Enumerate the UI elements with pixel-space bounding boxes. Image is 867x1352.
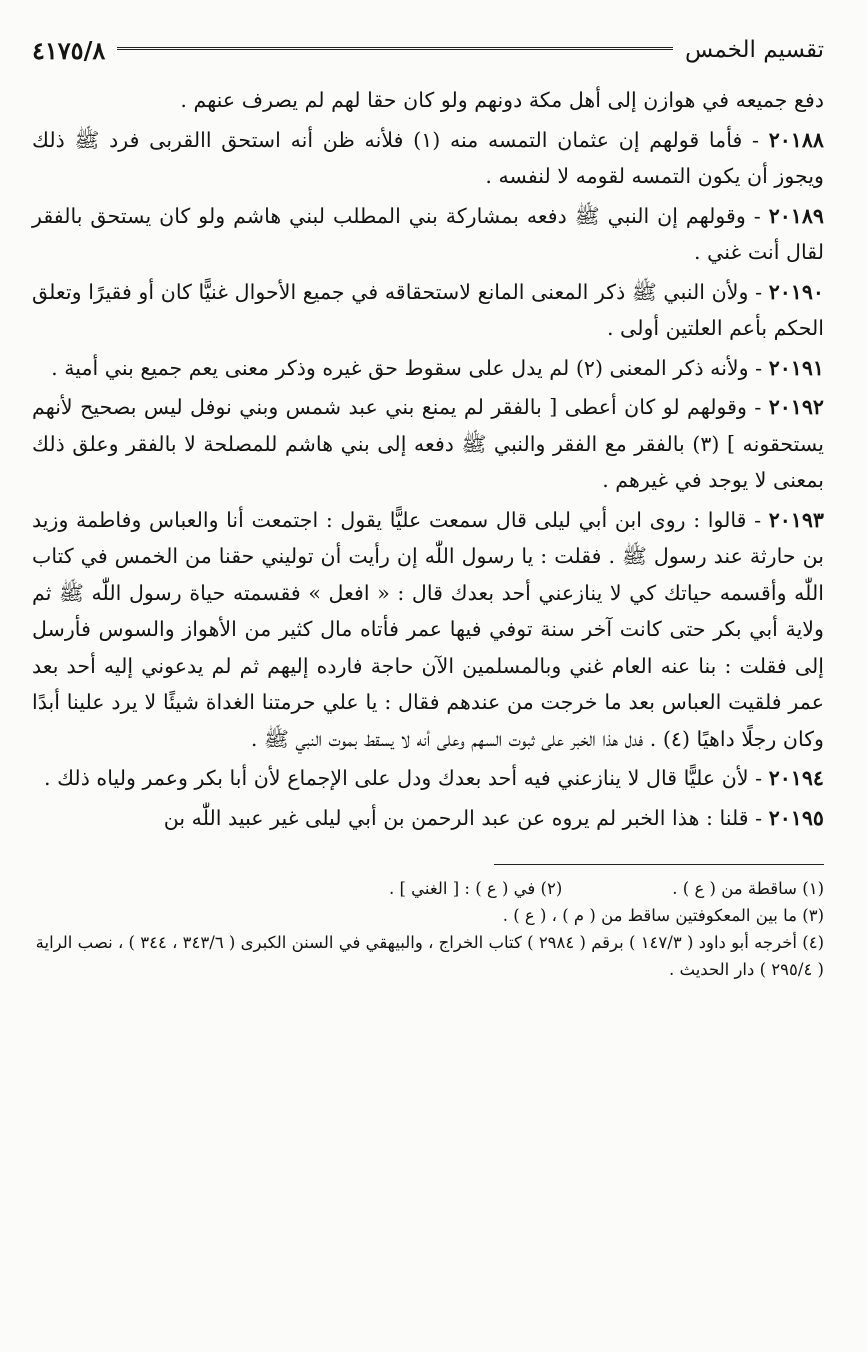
paragraph-number: ٢٠١٩٤ — [768, 766, 824, 790]
main-text — [32, 82, 824, 836]
paragraph — [32, 122, 824, 195]
paragraph-number: ٢٠١٩١ — [768, 355, 824, 380]
footnote-separator — [494, 864, 824, 865]
paragraph-text: - ولأن النبي ﷺ ذكر المعنى المانع لاستحقاقه في جميع الأحوال غنيًّا كان أو فقيرًا وتعلق الحكم بأعم العلتين أولى . — [32, 279, 824, 340]
header-rule — [117, 47, 673, 53]
footnote-3: (٣) ما بين المعكوفتين ساقط من ( م ) ، ( ع ) . — [502, 906, 824, 925]
paragraph-number: ٢٠١٨٩ — [768, 203, 824, 228]
footnote-1: (١) ساقطة من ( ع ) . — [672, 879, 824, 898]
paragraph-number: ٢٠١٩٠ — [768, 279, 824, 304]
footnote-row — [32, 875, 824, 902]
paragraph-text: - وقولهم لو كان أعطى [ بالفقر لم يمنع بني عبد شمس وبني نوفل ليس بصحيح لأنهم يستحقونه ] (٣) بالفقر مع الفقر والنبي ﷺ دفعه إلى بني هاشم للمصلحة لا بالفقر وعلق ذلك بمعنى لا يوجد في غيرهم . — [32, 395, 825, 492]
footnote-2: (٢) في ( ع ) : [ الغني ] . — [388, 879, 563, 898]
paragraph-text: - وقولهم إن النبي ﷺ دفعه بمشاركة بني المطلب لبني هاشم ولو كان يستحق بالفقر لقال أنت غني . — [32, 203, 824, 264]
paragraph-text: - قلنا : هذا الخبر لم يروه عن عبد الرحمن بن أبي ليلى غير عبيد اللّٰه بن — [163, 805, 769, 830]
paragraph-text: دفع جميعه في هوازن إلى أهل مكة دونهم ولو كان حقا لهم لم يصرف عنهم . — [180, 88, 824, 112]
paragraph — [32, 760, 824, 797]
page-number: ٤١٧٥/٨ — [32, 35, 106, 65]
paragraph-number: ٢٠١٩٢ — [768, 395, 824, 419]
paragraph-number: ٢٠١٩٥ — [768, 805, 824, 830]
paragraph-number: ٢٠١٨٨ — [768, 127, 824, 152]
paragraph-text: - فأما قولهم إن عثمان التمسه منه (١) فلأنه ظن أنه استحق االقربى فرد ﷺ ذلك ويجوز أن يكون التمسه لقومه لا لنفسه . — [32, 127, 824, 188]
paragraph — [32, 274, 824, 347]
paragraph — [32, 82, 824, 119]
page-header — [32, 30, 824, 70]
chapter-title: تقسيم الخمس — [685, 37, 824, 63]
paragraph — [32, 198, 824, 271]
paragraph-text: - لأن عليًّا قال لا ينازعني فيه أحد بعدك ودل على الإجماع لأن أبا بكر وعمر ولياه ذلك . — [43, 766, 769, 790]
paragraph — [32, 800, 824, 837]
footnote-4: (٤) أخرجه أبو داود ( ١٤٧/٣ ) برقم ( ٢٩٨٤ ) كتاب الخراج ، والبيهقي في السنن الكبرى ( ٣٤٣/٦ ، ٣٤٤ ) ، نصب الراية ( ٢٩٥/٤ ) دار الحديث . — [35, 933, 824, 979]
paragraph — [32, 389, 824, 499]
book-page — [32, 30, 824, 983]
footnotes — [32, 875, 824, 983]
paragraph — [32, 502, 824, 758]
paragraph-text: - ولأنه ذكر المعنى (٢) لم يدل على سقوط حق غيره وذكر معنى يعم جميع بني أمية . — [51, 355, 769, 380]
paragraph — [32, 350, 824, 387]
paragraph-number: ٢٠١٩٣ — [768, 507, 824, 532]
paragraph-text: - قالوا : روى ابن أبي ليلى قال سمعت عليًّا يقول : اجتمعت أنا والعباس وفاطمة وزيد بن حارثة عند رسول ﷺ . فقلت : يا رسول اللّٰه إن رأيت أن توليني حقنا من الخمس في كتاب اللّٰه وأقسمه حياتك كي لا ينازعني أحد بعدك قال : « افعل » فقسمته حياة رسول اللّٰه ﷺ ثم ولاية أبي بكر حتى كانت آخر سنة توفي فيها عمر فأتاه مال كثير من الأهواز والسوس فأرسل إلى فقلت : بنا عنه العام غني وبالمسلمين الآن حاجة فارده إليهم ثم لم يدعوني إليه أحد بعد عمر فلقيت العباس بعد ما خرجت من عندهم فقال : يا علي حرمتنا الغداة شيئًا لا يرد علينا أبدًا وكان رجلًا داهيًا (٤) . فدل هذا الخبر على ثبوت السهم وعلى أنه لا يسقط بموت النبي ﷺ . — [32, 507, 824, 751]
